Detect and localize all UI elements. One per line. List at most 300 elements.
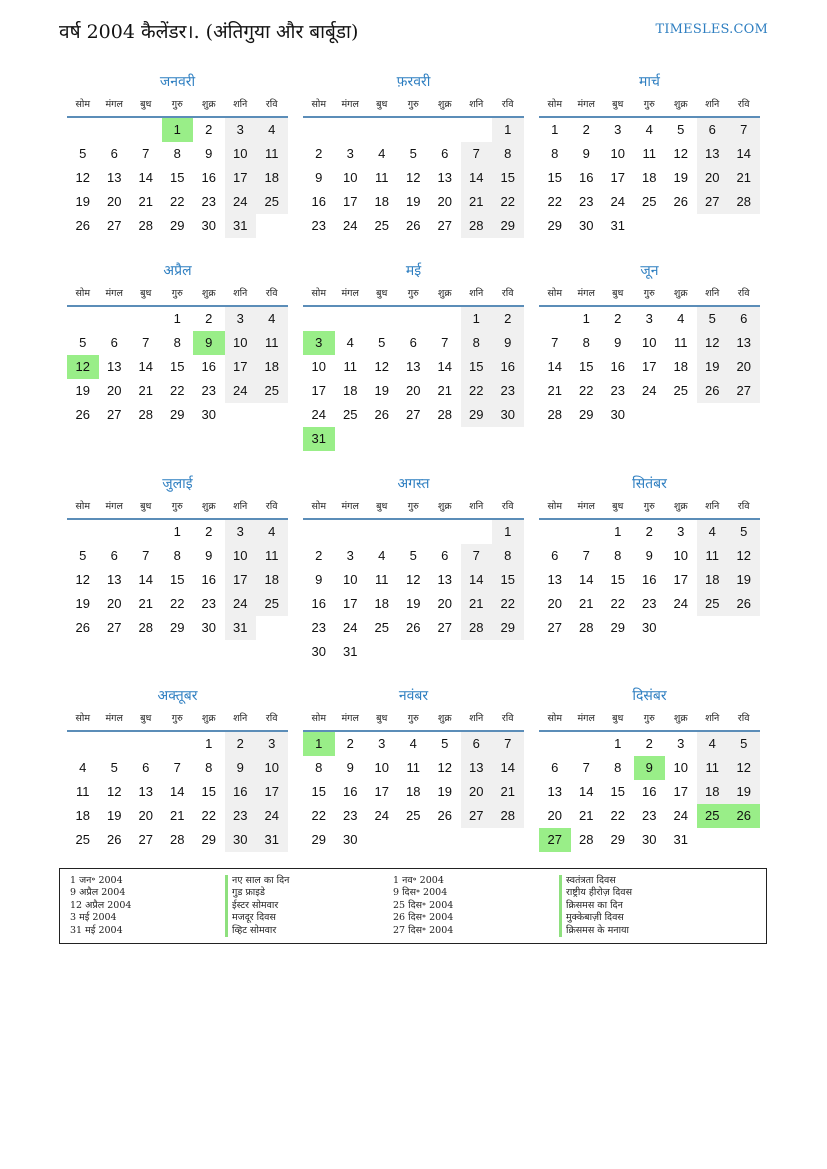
day-cell: 24 [673,596,688,611]
weekday-label: रवि [265,288,278,299]
day-cell: 7 [582,760,590,775]
weekday-header [67,286,288,307]
day-cell: 10 [225,544,257,568]
weekday-header [303,499,524,520]
day-cell: 6 [697,118,729,142]
weekday-label: सोम [75,501,91,512]
day-cell: 5 [79,335,87,350]
weekday-label: रवि [737,501,750,512]
day-cell: 11 [375,170,389,185]
empty-cell [130,307,162,331]
day-cell: 24 [256,804,288,828]
day-cell: 20 [107,383,122,398]
day-cell: 23 [201,194,216,209]
empty-cell [130,520,162,544]
day-cell: 30 [201,620,216,635]
day-cell: 16 [225,780,257,804]
weekday-label: सोम [311,288,327,299]
weekday-label: शुक्र [437,99,452,110]
weekday-label: शुक्र [673,288,688,299]
day-cell: 18 [697,568,729,592]
day-cell: 11 [406,760,420,775]
holiday-day-cell: 1 [162,118,194,142]
day-cell: 24 [225,379,257,403]
day-cell: 9 [614,335,622,350]
empty-cell [335,520,367,544]
day-cell: 16 [642,572,657,587]
day-cell: 23 [610,383,625,398]
weekday-label: गुरु [171,501,183,512]
month-block [303,72,524,238]
day-cell: 14 [547,359,562,374]
legend-date: 1 नव॰ 2004 [393,875,444,886]
day-cell: 14 [437,359,452,374]
day-cell: 27 [138,832,153,847]
day-cell: 13 [547,784,562,799]
day-cell: 19 [75,194,90,209]
day-cell: 30 [343,832,358,847]
weekday-label: गुरु [643,99,655,110]
day-cell: 22 [610,596,625,611]
brand-link[interactable]: TIMESLES.COM [655,22,768,37]
day-cell: 8 [461,331,493,355]
weekday-label: रवि [265,713,278,724]
weekday-label: बुध [376,288,388,299]
day-cell: 8 [614,548,622,563]
day-cell: 31 [225,616,257,640]
weekday-label: बुध [376,713,388,724]
day-cell: 28 [138,620,153,635]
day-cell: 3 [677,736,685,751]
day-cell: 3 [346,146,354,161]
month-block [539,686,760,852]
day-cell: 13 [107,170,122,185]
weekday-label: बुध [140,288,152,299]
day-cell: 6 [441,548,449,563]
day-cell: 18 [673,359,688,374]
day-cell: 15 [610,572,625,587]
day-cell: 24 [673,808,688,823]
day-cell: 27 [728,379,760,403]
day-cell: 25 [697,592,729,616]
day-cell: 27 [437,218,452,233]
day-cell: 17 [673,572,688,587]
legend-holiday-name: मजदूर दिवस [225,912,289,924]
holiday-day-cell: 1 [303,732,335,756]
weekday-label: मंगल [341,713,359,724]
day-cell: 24 [610,194,625,209]
day-grid [539,732,760,852]
day-cell: 22 [579,383,594,398]
holiday-day-cell: 27 [539,828,571,852]
day-cell: 30 [642,620,657,635]
weekday-label: बुध [376,99,388,110]
day-cell: 4 [378,146,386,161]
day-cell: 9 [582,146,590,161]
day-cell: 20 [406,383,421,398]
day-cell: 16 [201,170,216,185]
month-block [303,686,524,852]
day-cell: 30 [201,218,216,233]
day-cell: 24 [343,218,358,233]
day-cell: 10 [311,359,326,374]
weekday-label: सोम [311,99,327,110]
day-cell: 6 [409,335,417,350]
day-cell: 12 [437,760,452,775]
weekday-label: मंगल [577,501,595,512]
legend-holiday-name: नए साल का दिन [225,875,289,887]
day-cell: 11 [674,335,688,350]
empty-cell [398,520,430,544]
day-grid [67,307,288,427]
day-cell: 19 [374,383,389,398]
day-cell: 15 [201,784,216,799]
weekday-header [539,711,760,732]
day-cell: 1 [461,307,493,331]
day-cell: 23 [343,808,358,823]
day-cell: 15 [610,784,625,799]
day-cell: 9 [315,572,323,587]
weekday-label: रवि [501,501,514,512]
day-cell: 14 [579,572,594,587]
day-cell: 13 [406,359,421,374]
day-cell: 25 [374,620,389,635]
weekday-label: रवि [265,99,278,110]
empty-cell [571,732,603,756]
day-cell: 1 [551,122,559,137]
day-cell: 17 [311,383,326,398]
day-cell: 5 [79,548,87,563]
day-cell: 26 [75,620,90,635]
empty-cell [461,118,493,142]
day-cell: 25 [406,808,421,823]
day-cell: 30 [579,218,594,233]
day-cell: 14 [138,359,153,374]
day-cell: 29 [547,218,562,233]
day-cell: 12 [728,544,760,568]
weekday-label: मंगल [577,99,595,110]
day-cell: 3 [677,524,685,539]
month-name: अगस्त [397,476,430,492]
day-cell: 10 [374,760,389,775]
legend-holiday-name: क्रिसमस का दिन [559,900,632,912]
day-cell: 28 [547,407,562,422]
day-cell: 21 [437,383,452,398]
day-cell: 11 [697,544,729,568]
day-cell: 10 [343,170,358,185]
day-cell: 8 [582,335,590,350]
legend-date: 25 दिस॰ 2004 [393,899,454,911]
day-cell: 10 [673,760,688,775]
day-cell: 21 [461,592,493,616]
day-cell: 26 [437,808,452,823]
day-cell: 15 [170,170,185,185]
weekday-label: शनि [469,288,484,299]
weekday-label: गुरु [407,288,419,299]
weekday-label: सोम [547,501,563,512]
day-cell: 29 [610,620,625,635]
day-cell: 11 [343,359,357,374]
day-cell: 22 [170,194,185,209]
day-cell: 15 [170,359,185,374]
month-block [67,261,288,427]
day-cell: 20 [138,808,153,823]
day-cell: 7 [173,760,181,775]
day-cell: 15 [492,166,524,190]
weekday-label: बुध [140,501,152,512]
day-cell: 6 [551,548,559,563]
legend-date: 31 मई 2004 [70,924,123,936]
day-cell: 19 [728,568,760,592]
day-cell: 23 [311,620,326,635]
day-cell: 4 [378,548,386,563]
month-block [539,261,760,427]
day-grid [539,118,760,238]
day-cell: 21 [138,194,153,209]
empty-cell [303,118,335,142]
day-cell: 10 [642,335,657,350]
day-cell: 24 [374,808,389,823]
day-cell: 11 [256,331,288,355]
day-cell: 5 [728,520,760,544]
day-cell: 5 [728,732,760,756]
weekday-header [539,97,760,118]
day-cell: 28 [170,832,185,847]
day-cell: 25 [374,218,389,233]
month-block [539,72,760,238]
day-cell: 9 [205,548,213,563]
day-cell: 22 [610,808,625,823]
weekday-label: रवि [737,99,750,110]
month-name: अक्तूबर [157,688,198,704]
day-cell: 17 [343,194,358,209]
day-cell: 17 [374,784,389,799]
day-cell: 26 [75,407,90,422]
legend-date: 12 अप्रैल 2004 [70,899,132,911]
legend-holiday-name: गुड फ्राइडे [225,887,289,899]
day-cell: 28 [437,407,452,422]
day-cell: 12 [75,572,90,587]
day-cell: 20 [697,166,729,190]
day-cell: 2 [582,122,590,137]
day-cell: 30 [492,403,524,427]
day-cell: 29 [461,403,493,427]
day-cell: 21 [547,383,562,398]
holiday-day-cell: 9 [634,756,666,780]
month-name: सितंबर [632,476,667,492]
day-cell: 31 [256,828,288,852]
day-cell: 7 [582,548,590,563]
day-cell: 27 [107,620,122,635]
day-cell: 13 [461,756,493,780]
empty-cell [67,732,99,756]
weekday-label: रवि [501,99,514,110]
empty-cell [398,307,430,331]
day-cell: 14 [138,572,153,587]
day-cell: 26 [374,407,389,422]
weekday-label: शुक्र [437,501,452,512]
day-cell: 12 [107,784,122,799]
day-cell: 12 [673,146,688,161]
weekday-label: शुक्र [201,288,216,299]
day-cell: 13 [728,331,760,355]
day-cell: 17 [225,568,257,592]
day-cell: 30 [610,407,625,422]
holiday-day-cell: 12 [67,355,99,379]
month-name: मार्च [639,74,660,90]
day-cell: 12 [406,572,421,587]
weekday-label: शुक्र [201,713,216,724]
day-cell: 28 [579,832,594,847]
day-cell: 23 [225,804,257,828]
weekday-label: बुध [612,501,624,512]
day-cell: 1 [205,736,213,751]
day-cell: 16 [579,170,594,185]
day-cell: 4 [409,736,417,751]
day-cell: 19 [75,383,90,398]
empty-cell [99,118,131,142]
weekday-label: बुध [140,713,152,724]
day-cell: 4 [697,520,729,544]
day-cell: 18 [343,383,358,398]
weekday-header [67,97,288,118]
weekday-label: सोम [547,713,563,724]
day-cell: 25 [343,407,358,422]
weekday-label: शुक्र [201,501,216,512]
day-cell: 2 [614,311,622,326]
holiday-day-cell: 9 [193,331,225,355]
day-cell: 7 [461,544,493,568]
empty-cell [67,307,99,331]
weekday-label: शुक्र [201,99,216,110]
weekday-label: सोम [547,288,563,299]
empty-cell [67,520,99,544]
day-cell: 29 [170,407,185,422]
weekday-label: गुरु [643,501,655,512]
day-cell: 10 [225,142,257,166]
day-cell: 1 [614,736,622,751]
day-cell: 2 [205,524,213,539]
month-name: मई [405,263,422,279]
day-cell: 16 [492,355,524,379]
day-cell: 17 [225,355,257,379]
day-cell: 9 [225,756,257,780]
day-cell: 14 [579,784,594,799]
day-cell: 27 [697,190,729,214]
day-cell: 19 [75,596,90,611]
day-cell: 8 [614,760,622,775]
legend-date: 1 जन॰ 2004 [70,875,123,886]
day-cell: 22 [311,808,326,823]
day-cell: 24 [642,383,657,398]
day-cell: 28 [461,616,493,640]
day-cell: 24 [311,407,326,422]
day-cell: 11 [375,572,389,587]
day-cell: 10 [343,572,358,587]
day-cell: 7 [441,335,449,350]
day-cell: 16 [201,359,216,374]
legend-holiday-name: ईस्टर सोमवार [225,900,289,912]
day-cell: 19 [437,784,452,799]
day-cell: 4 [256,307,288,331]
day-grid [67,520,288,640]
day-cell: 6 [461,732,493,756]
day-cell: 29 [579,407,594,422]
legend-holiday-name: मुक्केबाज़ी दिवस [559,912,632,924]
day-cell: 2 [315,146,323,161]
weekday-header [539,499,760,520]
month-name: दिसंबर [632,688,667,704]
day-cell: 27 [547,620,562,635]
day-cell: 3 [225,307,257,331]
day-cell: 23 [642,808,657,823]
day-cell: 31 [225,214,257,238]
day-cell: 20 [437,194,452,209]
month-block [539,474,760,640]
day-cell: 6 [551,760,559,775]
day-cell: 4 [677,311,685,326]
empty-cell [539,520,571,544]
day-cell: 28 [728,190,760,214]
day-cell: 3 [614,122,622,137]
day-cell: 19 [406,596,421,611]
day-cell: 18 [256,568,288,592]
weekday-label: शनि [233,99,248,110]
day-cell: 13 [547,572,562,587]
weekday-label: शनि [469,713,484,724]
day-cell: 14 [492,756,524,780]
weekday-label: शुक्र [673,501,688,512]
day-cell: 25 [75,832,90,847]
weekday-label: मंगल [105,713,123,724]
day-cell: 18 [374,194,389,209]
day-cell: 8 [173,146,181,161]
day-cell: 10 [256,756,288,780]
day-cell: 17 [256,780,288,804]
day-cell: 15 [170,572,185,587]
day-cell: 21 [170,808,185,823]
day-cell: 2 [315,548,323,563]
day-cell: 28 [492,804,524,828]
day-cell: 28 [138,407,153,422]
day-cell: 9 [346,760,354,775]
day-cell: 20 [437,596,452,611]
empty-cell [571,520,603,544]
day-cell: 7 [461,142,493,166]
day-cell: 26 [673,194,688,209]
day-cell: 22 [547,194,562,209]
month-block [67,686,288,852]
empty-cell [366,118,398,142]
month-block [67,474,288,640]
weekday-label: सोम [311,713,327,724]
day-cell: 2 [205,311,213,326]
weekday-label: शनि [233,288,248,299]
day-cell: 3 [378,736,386,751]
day-cell: 29 [201,832,216,847]
weekday-label: शनि [233,501,248,512]
weekday-label: गुरु [407,713,419,724]
day-cell: 23 [492,379,524,403]
day-cell: 15 [311,784,326,799]
empty-cell [99,732,131,756]
day-cell: 4 [346,335,354,350]
weekday-label: सोम [75,99,91,110]
day-cell: 17 [610,170,625,185]
day-cell: 18 [75,808,90,823]
day-cell: 4 [256,520,288,544]
month-block [303,261,524,451]
